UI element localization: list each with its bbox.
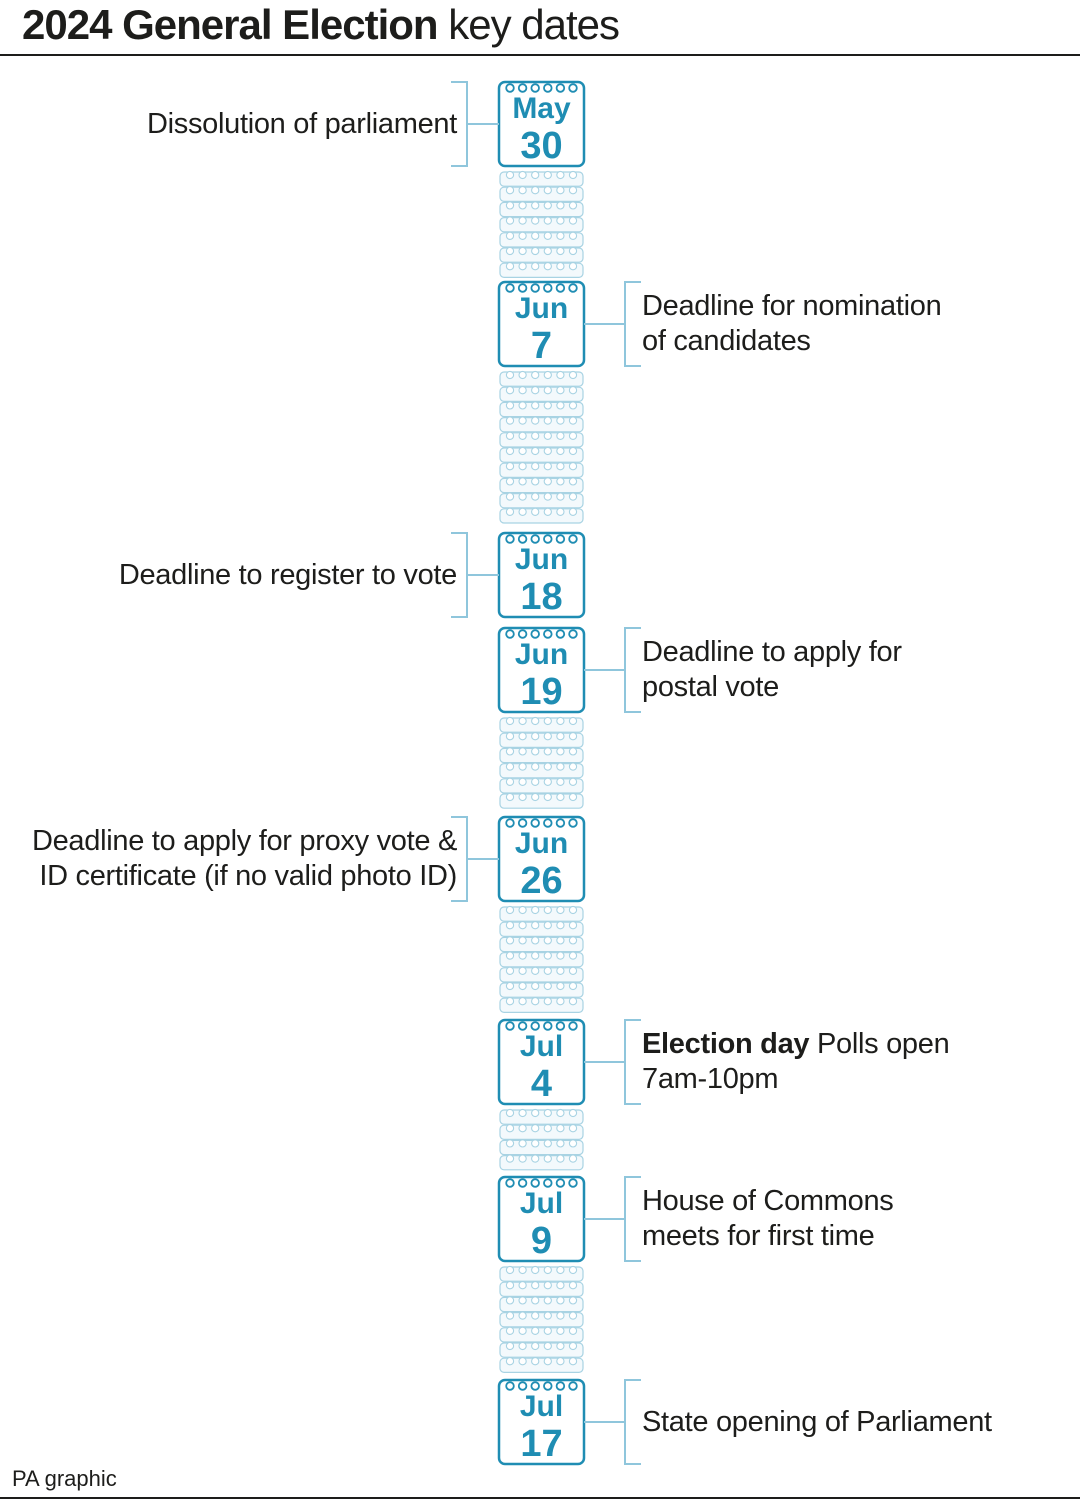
event-label <box>642 1184 893 1254</box>
connector-bracket <box>584 1380 641 1464</box>
binding-ring <box>569 1022 577 1030</box>
binding-ring <box>506 84 514 92</box>
binding-ring <box>544 1022 552 1030</box>
connector-bracket <box>584 1177 641 1261</box>
credit-text: PA graphic <box>12 1466 117 1491</box>
calendar-date-jun-18 <box>499 533 584 618</box>
connector-bracket <box>584 1020 641 1104</box>
binding-ring <box>544 1179 552 1187</box>
binding-ring <box>506 535 514 543</box>
month-label: Jun <box>514 543 569 576</box>
binding-ring <box>519 819 527 827</box>
bottom-divider <box>0 1497 1080 1499</box>
event-label-bold: Election day <box>642 1028 810 1060</box>
event-label <box>642 289 941 359</box>
binding-ring <box>557 819 565 827</box>
month-label: Jun <box>514 827 569 860</box>
month-label: Jun <box>514 638 569 671</box>
binding-ring <box>506 1022 514 1030</box>
binding-ring <box>544 1382 552 1390</box>
binding-ring <box>544 284 552 292</box>
event-label-line: meets for first time <box>642 1220 875 1252</box>
binding-ring <box>557 284 565 292</box>
binding-ring <box>531 819 539 827</box>
binding-ring <box>557 84 565 92</box>
calendar-date-jun-7 <box>499 282 584 367</box>
event-label-line: Dissolution of parliament <box>146 108 457 140</box>
connector-bracket <box>584 628 641 712</box>
event-label-line: Deadline to register to vote <box>118 559 457 591</box>
event-label-line: House of Commons <box>642 1185 894 1217</box>
event-label <box>642 635 902 705</box>
binding-ring <box>506 284 514 292</box>
binding-ring <box>519 1179 527 1187</box>
event-label <box>642 1027 949 1097</box>
calendar-date-jun-19 <box>499 628 584 713</box>
binding-ring <box>557 1022 565 1030</box>
binding-ring <box>519 535 527 543</box>
binding-ring <box>531 1022 539 1030</box>
connector-bracket <box>584 282 641 366</box>
calendar-date-jul-17 <box>499 1380 584 1465</box>
event-label-line: of candidates <box>642 325 811 357</box>
event-label <box>642 1405 992 1440</box>
binding-ring <box>531 84 539 92</box>
day-label: 26 <box>520 860 563 902</box>
binding-ring <box>569 819 577 827</box>
title-rest: key dates <box>448 1 620 48</box>
day-label: 18 <box>520 576 563 618</box>
connector-bracket <box>451 533 499 617</box>
month-label: Jul <box>519 1187 564 1220</box>
binding-ring <box>519 630 527 638</box>
event-label <box>119 558 457 593</box>
binding-ring <box>531 1179 539 1187</box>
day-label: 7 <box>530 325 553 367</box>
binding-ring <box>519 1022 527 1030</box>
event-label-line: ID certificate (if no valid photo ID) <box>39 860 457 892</box>
month-label: Jun <box>514 292 569 325</box>
binding-ring <box>569 1382 577 1390</box>
binding-ring <box>557 1179 565 1187</box>
day-label: 19 <box>520 671 563 713</box>
binding-ring <box>519 284 527 292</box>
binding-ring <box>557 535 565 543</box>
binding-ring <box>569 84 577 92</box>
binding-ring <box>544 535 552 543</box>
month-label: Jul <box>519 1390 564 1423</box>
day-label: 30 <box>520 125 563 167</box>
calendar-date-jul-9 <box>499 1177 584 1262</box>
calendar-date-jun-26 <box>499 817 584 902</box>
day-label: 9 <box>530 1220 553 1262</box>
binding-ring <box>544 84 552 92</box>
binding-ring <box>506 1382 514 1390</box>
day-label: 4 <box>530 1063 553 1105</box>
month-label: May <box>512 92 571 125</box>
connector-bracket <box>451 82 499 166</box>
event-label-line: Deadline for nomination <box>642 290 942 322</box>
title-bold: 2024 General Election <box>22 1 438 48</box>
binding-ring <box>569 284 577 292</box>
calendar-date-may-30 <box>499 82 584 167</box>
binding-ring <box>569 1179 577 1187</box>
binding-ring <box>557 1382 565 1390</box>
binding-ring <box>519 1382 527 1390</box>
binding-ring <box>544 630 552 638</box>
connector-bracket <box>451 817 499 901</box>
event-label-line: Election day Polls open <box>642 1028 950 1060</box>
binding-ring <box>506 630 514 638</box>
calendar-date-jul-4 <box>499 1020 584 1105</box>
binding-ring <box>531 284 539 292</box>
event-label <box>32 824 457 894</box>
event-label <box>147 107 457 142</box>
binding-ring <box>569 535 577 543</box>
binding-ring <box>544 819 552 827</box>
binding-ring <box>531 1382 539 1390</box>
binding-ring <box>506 819 514 827</box>
month-label: Jul <box>519 1030 564 1063</box>
binding-ring <box>531 630 539 638</box>
binding-ring <box>557 630 565 638</box>
event-label-line: postal vote <box>642 671 779 703</box>
binding-ring <box>519 84 527 92</box>
binding-ring <box>506 1179 514 1187</box>
event-label-line: State opening of Parliament <box>642 1406 992 1438</box>
event-label-line: Deadline to apply for proxy vote & <box>31 825 457 857</box>
binding-ring <box>569 630 577 638</box>
binding-ring <box>531 535 539 543</box>
day-label: 17 <box>520 1423 563 1465</box>
event-label-line: Deadline to apply for <box>642 636 902 668</box>
event-label-line: 7am-10pm <box>642 1063 779 1095</box>
